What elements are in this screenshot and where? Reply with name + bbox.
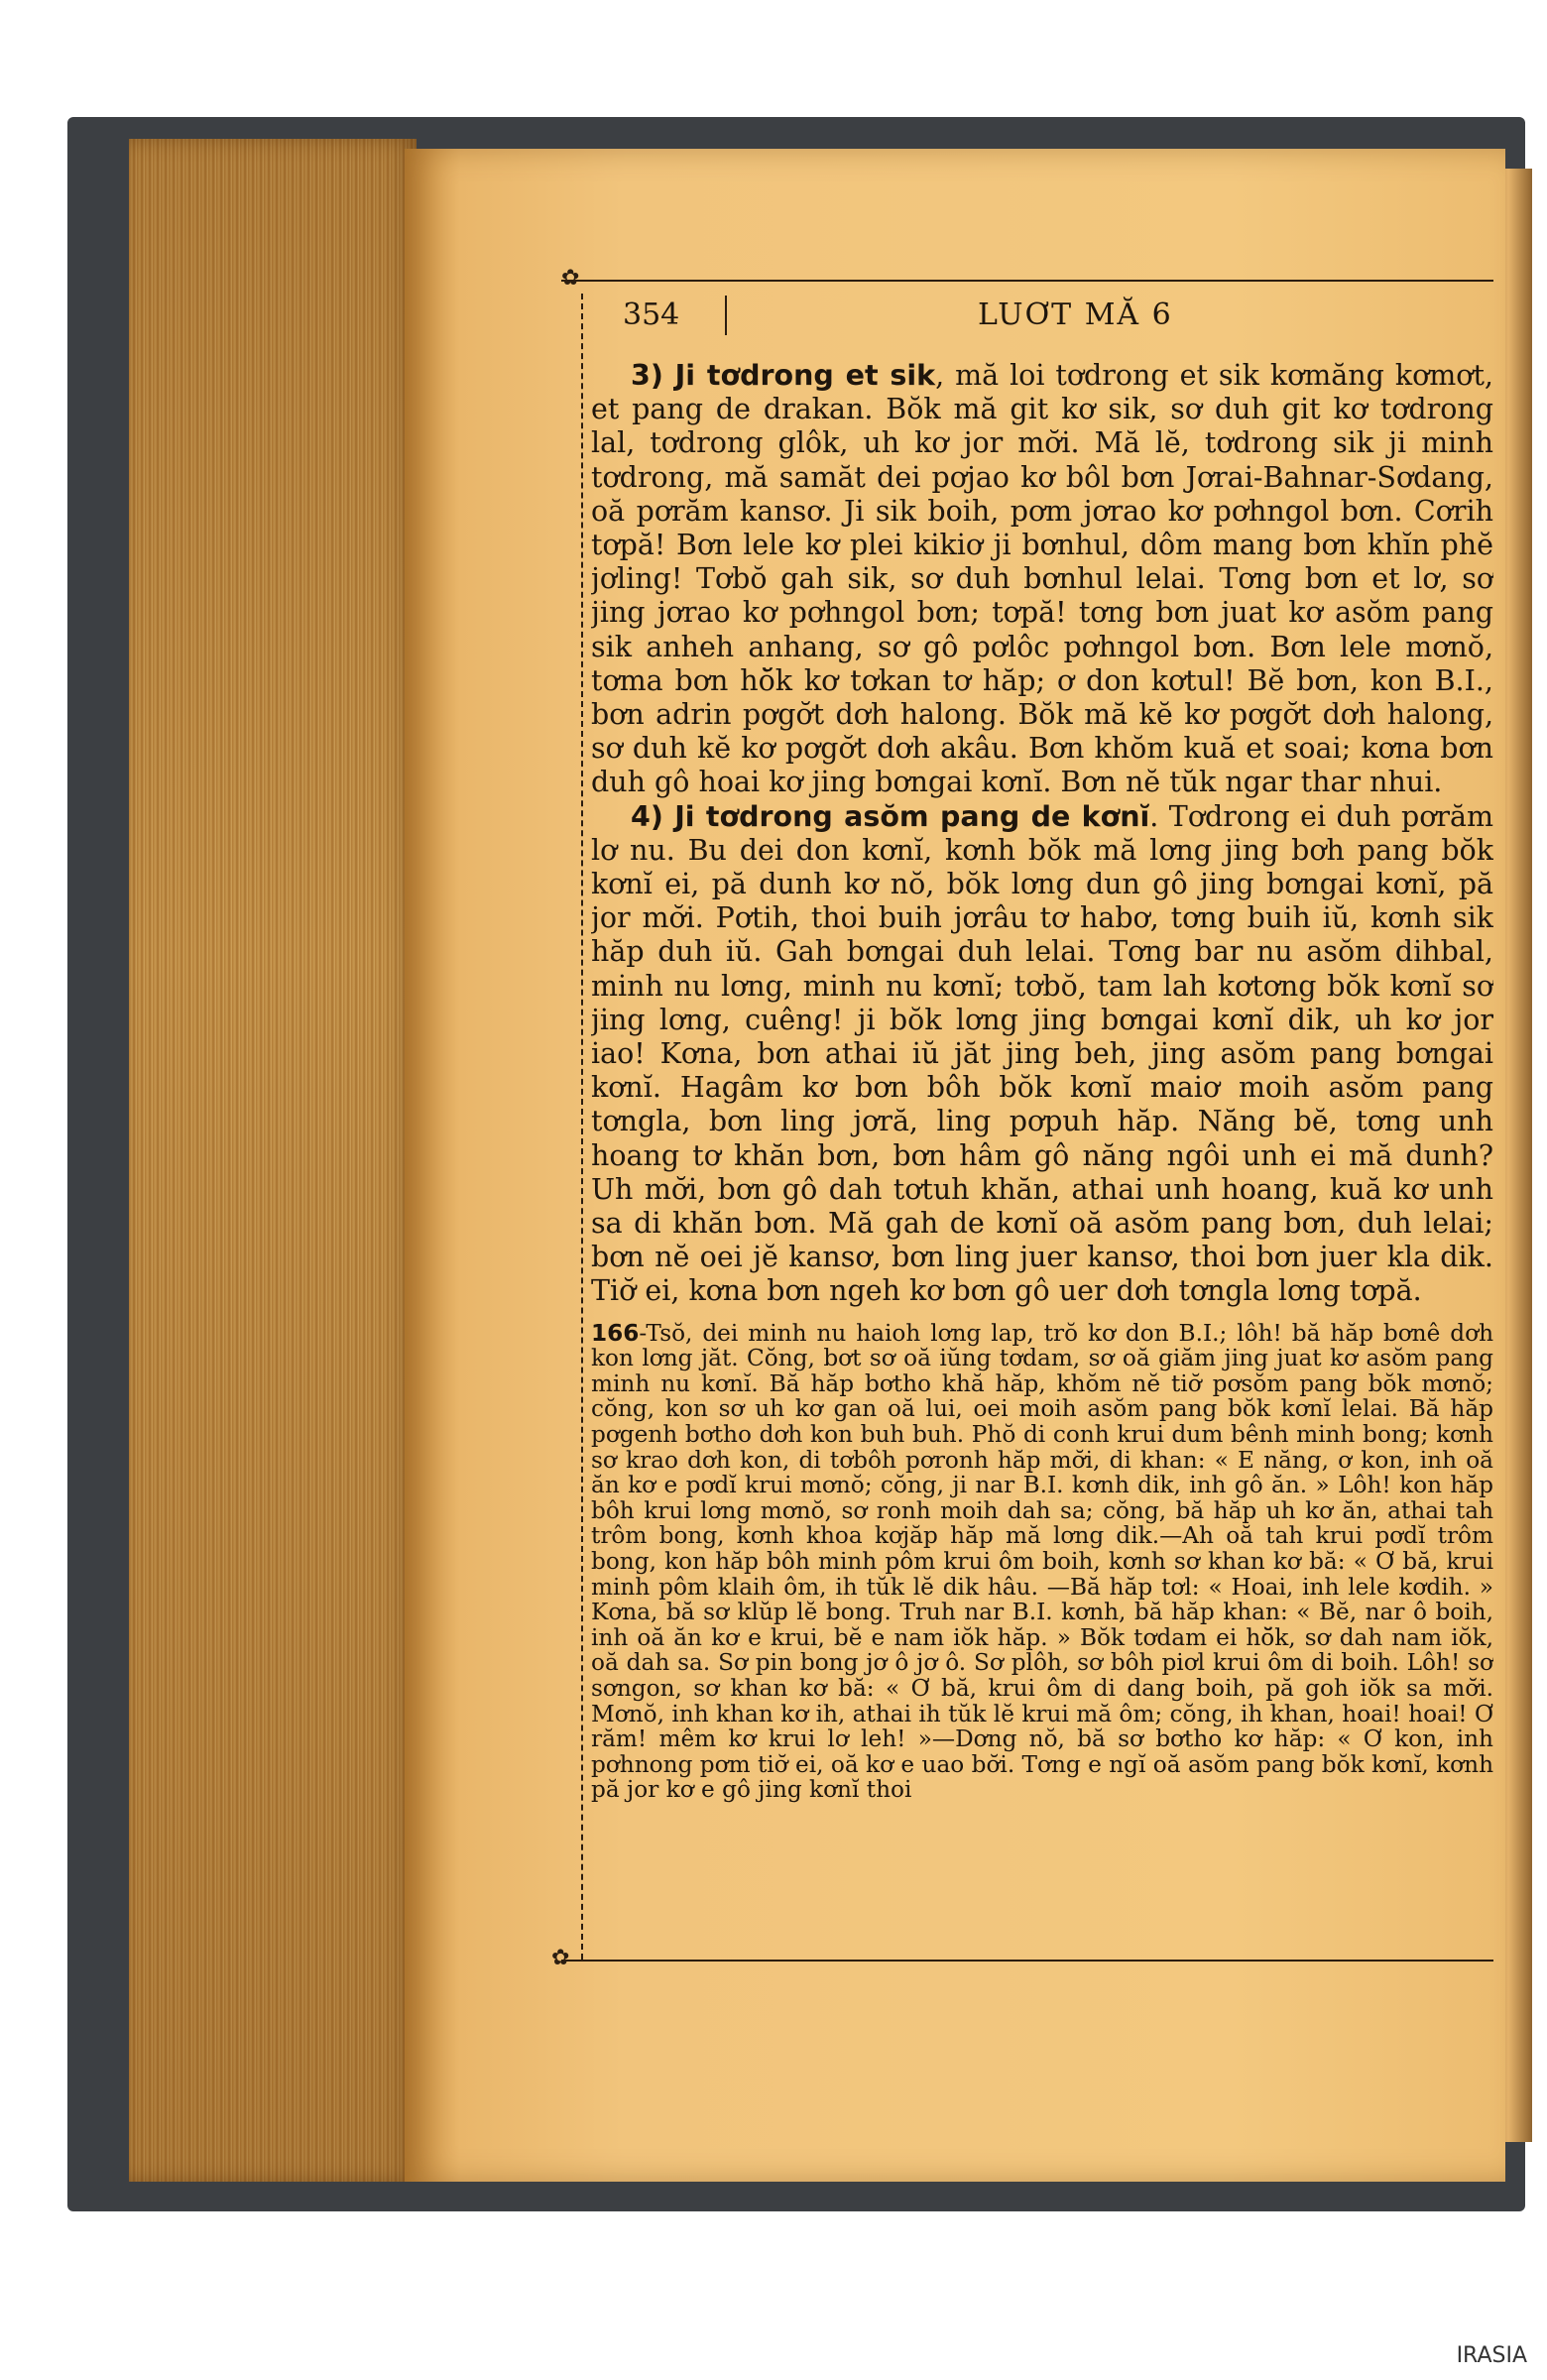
paragraph-3-body: , mă loi tơdrong et sik kơmăng kơmơt, et pang de drakan. Bŏk mă git kơ sik, sơ duh git kơ tơdrong lal, tơdrong glôk, uh kơ jor mơ̆i. Mă lĕ, tơdrong sik ji minh tơdrong, mă samăt dei pơjao kơ bôl bơn Jơrai-Bahnar-Sơdang, oă pơrăm kansơ. Ji sik boih, pơm jơrao kơ pơhngol bơn. Cơrih tơpă! Bơn lele kơ plei kikiơ ji bơnhul, dôm mang bơn khĭn phĕ jơling! Tơbŏ gah sik, sơ duh bơnhul lelai. Tơng bơn et lơ, sơ jing jơrao kơ pơhngol bơn; tơpă! tơng bơn juat kơ asŏm pang sik anheh anhang, sơ gô pơlôc pơhngol bơn. Bơn lele mơnŏ, tơma bơn hŏ̆k kơ tơkan tơ hăp; ơ don kơtul! Bĕ bơn, kon B.I., bơn adrin pơgơ̆t dơh halong. Bŏk mă kĕ kơ pơgơ̆t dơh halong, sơ duh kĕ kơ pơgơ̆t dơh akâu. Bơn khŏm kuă et soai; kơna bơn duh gô hoai kơ jing bơngai kơnĭ. Bơn nĕ tŭk ngar thar nhui. bbox=[591, 359, 1493, 799]
note-166-body: -Tsŏ, dei minh nu haioh lơng lap, trŏ kơ don B.I.; lôh! bă hăp bơnê dơh kon lơng jăt. Cŏng, bơt sơ oă iŭng tơdam, sơ oă giăm jing juat kơ asŏm pang minh nu kơnĭ. Bă hăp bơtho khă hăp, khŏm nĕ tiơ̆ pơsŏm pang bŏk mơnŏ; cŏng, kon sơ uh kơ gan oă lui, oei moih asŏm pang bŏk kơnĭ lelai. Bă hăp pơgenh bơtho dơh kon buh buh. Phŏ di conh krui dum bênh minh bong; kơnh sơ krao dơh kon, di tơbôh pơronh hăp mơ̆i, di khan: « E năng, ơ kon, inh oă ăn kơ e pơdĭ krui mơnŏ; cŏng, ji nar B.I. kơnh dik, inh gô ăn. » Lôh! kon hăp bôh krui lơng mơnŏ, sơ ronh moih dah sa; cŏng, bă hăp uh kơ ăn, athai tah trôm bong, kơnh khoa kơjăp hăp mă lơng dik.—Ah oă tah krui pơdĭ trôm bong, kon hăp bôh minh pôm krui ôm boih, kơnh sơ khan kơ bă: « Ơ bă, krui minh pôm klaih ôm, ih tŭk lĕ dik hâu. —Bă hăp tơl: « Hoai, inh lele kơdih. » Kơna, bă sơ klŭp lĕ bong. Truh nar B.I. kơnh, bă hăp khan: « Bĕ, nar ô boih, inh oă ăn kơ e krui, bĕ e nam iŏk hăp. » Bŏk tơdam ei hŏ̆k, sơ dah nam iŏk, oă dah sa. Sơ pin bong jơ ô jơ ô. Sơ plôh, sơ bôh piơl krui ôm di boih. Lôh! sơ sơngon, sơ khan kơ bă: « Ơ bă, krui ôm di dang boih, pă goh iŏk sa mơ̆i. Mơnŏ, inh khan kơ ih, athai ih tŭk lĕ krui mă ôm; cŏng, ih khan, hoai! hoai! Ơ răm! mêm kơ krui lơ leh! »—Dơng nŏ, bă sơ bơtho kơ hăp: « Ơ kon, inh pơhnong pơm tiơ̆ ei, oă kơ e uao bơ̆i. Tơng e ngĭ oă asŏm pang bŏk kơnĭ, kơnh pă jor kơ e gô jing kơnĭ thoi bbox=[591, 1319, 1493, 1803]
left-dashed-rule bbox=[581, 294, 583, 1960]
paragraph-4-body: . Tơdrong ei duh pơrăm lơ nu. Bu dei don kơnĭ, kơnh bŏk mă lơng jing bơh pang bŏk kơnĭ ei, pă dunh kơ nŏ, bŏk lơng dun gô jing bơngai kơnĭ, pă jor mơ̆i. Pơtih, thoi buih jơrâu tơ habơ, tơng buih iŭ, kơnh sik hăp duh iŭ. Gah bơngai duh lelai. Tơng bar nu asŏm dihbal, minh nu lơng, minh nu kơnĭ; tơbŏ, tam lah kơtơng bŏk kơnĭ sơ jing lơng, cuêng! ji bŏk lơng jing bơngai kơnĭ dik, uh kơ jor iao! Kơna, bơn athai iŭ jăt jing beh, jing asŏm pang bơngai kơnĭ. Hagâm kơ bơn bôh bŏk kơnĭ maiơ moih asŏm pang tơngla, bơn ling jơră, ling pơpuh hăp. Năng bĕ, tơng unh hoang tơ khăn bơn, bơn hâm gô năng ngôi unh ei mă dunh? Uh mơ̆i, bơn gô dah tơtuh khăn, athai unh hoang, kuă kơ unh sa di khăn bơn. Mă gah de kơnĭ oă asŏm pang bơn, duh lelai; bơn nĕ oei jĕ kansơ, bơn ling juer kansơ, thoi bơn juer kla dik. Tiơ̆ ei, kơna bơn ngeh kơ bơn gô uer dơh tơngla lơng tơpă. bbox=[591, 799, 1493, 1308]
ornament-top-icon: ✿ bbox=[561, 266, 580, 291]
ornament-bottom-icon: ✿ bbox=[551, 1946, 570, 1970]
top-rule bbox=[561, 280, 1493, 282]
watermark: IRASIA bbox=[1456, 2343, 1527, 2368]
paragraph-3-heading: 3) Ji tơdrong et sik bbox=[631, 359, 936, 392]
note-166 bbox=[591, 1321, 1493, 1803]
note-166-number: 166 bbox=[591, 1319, 640, 1347]
page-text bbox=[591, 359, 1493, 1803]
paragraph-4-heading: 4) Ji tơdrong asŏm pang de kơnĭ bbox=[631, 799, 1150, 833]
paragraph-4 bbox=[591, 800, 1493, 1309]
page-number: 354 bbox=[623, 298, 680, 332]
header-separator bbox=[725, 296, 727, 335]
paragraph-3 bbox=[591, 359, 1493, 800]
bottom-rule bbox=[561, 1960, 1493, 1962]
running-head: LUƠT MĂ 6 bbox=[978, 298, 1173, 332]
page-edges bbox=[129, 139, 416, 2182]
note-166-text bbox=[591, 1321, 1493, 1803]
